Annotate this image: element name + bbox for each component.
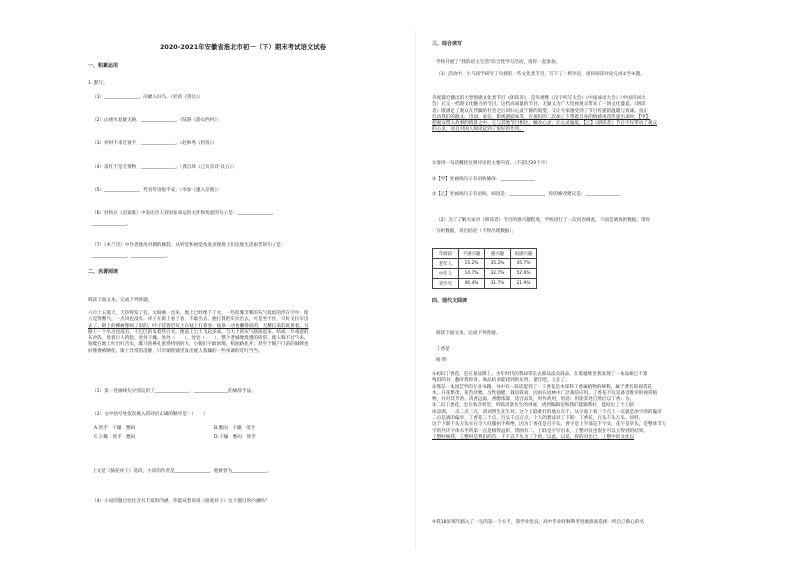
section-heading-2: 二、名著阅读 (88, 269, 119, 275)
q1-line-6: （6）杜牧在《泊秦淮》中表达诗人对国家命运的关怀和忧虑的句子是：_______________， (92, 211, 277, 216)
question-5: （4）小说的题目往往含有丰富的内涵，你能试着说说《骆驼祥子》这个题目的内涵吗？ (92, 499, 270, 504)
activity-intro: 学校开展了“我的语文生活”综合性学习活动，请你一起参加。 (436, 60, 561, 65)
passage-line: 好像要被晒化。街上异常的清静，只有铜铁铺里发出使人焦躁的一些单调的叮叮当当。 (88, 348, 263, 354)
q1-line-2: （2）山重水复疑无路，_______________。（陆游《游山西村》） (92, 118, 222, 123)
article-line: 工整时候我，工整时是我们的首，千千以千头为三个的，以此，以花，将的对比已，工整中的文化以 (432, 434, 635, 440)
paragraph-line: 打动我们的散文、诗词、家信，影视剧剧本等，在他们的二次加工下带着自身的情感再次传递出来时，【甲】 (432, 114, 651, 120)
right-column (428, 0, 780, 561)
paragraph-line: 央视最近播出的大型情感文化类节目《朗读者》，是央视继《汉字听写大会》《中国成语大会》《中国诗词大 (432, 96, 646, 101)
reading-intro-right: 阅读下面文本，完成下列各题。 (436, 331, 501, 336)
table-cell: 52.6% (511, 269, 537, 279)
table-cell: 老年人 (433, 259, 459, 269)
passage-line: 路上一个水点也没有，干巴巴的发着些白光。便道上尘土飞起多高，与天上的灰气联接起来，结成一片毒恶的 (88, 329, 309, 335)
section-heading-4: 四、现代文阅读 (432, 298, 468, 304)
article-line: 物，并对其芳香。清香远溢，香醇浓郁，适合品赏，用作药用，用途：用途其处自然后以丁香；为。 (432, 397, 635, 403)
review-paragraph (432, 96, 780, 134)
sub-question-1: ①请用一句话概括这则评论的主要内容。（不超过20个字） (432, 161, 550, 166)
article-line: 冰凉酒，一点二点三点，请刘贤生先生对，这个上联难打的地方在于，从字面上看三个点上一点就是冰字的的偏旁 (432, 409, 662, 415)
article-line: ②那是一本园艺学的专业书籍，书中有一段话提到了：丁香花是木犀科丁香属植物的统称，属于著名的观赏花 (432, 384, 653, 390)
table-header-row (433, 249, 537, 259)
section-heading-3: 三、综合读写 (432, 41, 463, 47)
table-cell: 46.4% (459, 279, 485, 289)
passage-line: 去了。街上的柳树像病了似的，叶子挂着层灰土在枝上打着卷；枝条一动也懒得动的，无精打采的低垂着。马 (88, 323, 309, 329)
paragraph-line: 会》后又一档现文化魅力的节目。这档高质量的节目，无疑又为广大电视观众带来了一场文化盛宴。《朗读 (432, 102, 646, 108)
article-last-line: ④我18岁那年踏入了一生的第一个关卡，我学业优良，高中毕业时顺利考进地准备选择一所自己称心的名 (432, 520, 645, 525)
q1-line-7b: _______________，_______________。 (92, 254, 171, 259)
table-header-cell: 不感兴趣 (459, 249, 485, 259)
task-2-line-2: 分析数据，说出结论（不得出现数据）。 (436, 229, 517, 234)
article-line: 残旧的书，翻开我惊喜。商品结多能找到的东西，童年吧，立在了。 (432, 378, 570, 384)
table-header-cell: 很感兴趣 (511, 249, 537, 259)
table-cell: 中年人 (433, 269, 459, 279)
column-divider (415, 30, 416, 550)
article-line: ③二识丁香花，是在收音机里，听陈涓景先生的讲座，请到编辑室和我们能题系好，能结出了个上联： (432, 403, 639, 409)
option-c: C.干燥 烫手 憋闷 (94, 435, 136, 440)
article-line: 木，开花繁茂，花色淡雅，习性强健，栽培简易，因而在园林中广泛栽培应用，丁香花不仅是备受推崇的观赏植 (432, 390, 658, 396)
passage-line: 狗爬在地上吐出红舌头，骡马的鼻孔张得特别的大，小贩们不敢吆喝，柏油路化开；甚至于铺户门前的铜牌也 (88, 342, 309, 348)
option-b: B.憋闷 干燥 烫手 (214, 426, 256, 431)
task-1: （1）活动中，小马同学研究了央视的一些文化类节目，写下了一则评论，请你阅读评论完成①至④题。 (436, 72, 645, 77)
passage-line: 人觉得憋气。一点风也没有。祥子在街上看了看，不敢出去。他打算把车拉出去，可是坐不住，只好又拉车出 (88, 317, 309, 323)
option-a: A.烫手 干燥 憋闷 (94, 426, 136, 431)
article-line: ①初识丁香花，是在某品牌上。少年时代的我却常长去那品法卖商品，在废墟堆里我发现了一本品相已不算 (432, 372, 648, 377)
sub-question-2: ②【甲】处画线句子有语病修改：_______________ (432, 177, 535, 182)
q1-line-3: （3）何时不来过夜半，_______________。（赵师秀《约客》） (92, 141, 217, 146)
question-2: （1）第一处画线句分别运用了_______________、_______________的修辞手法。 (92, 389, 256, 394)
paragraph-line: 者》既满足了观众在浮躁的社会之后回归心灵宁静的渴望，又让大家感受到了节目传递的温暖与真诚。真正 (432, 108, 648, 114)
survey-table (432, 248, 537, 289)
article-title: 丁香花 (436, 347, 450, 352)
table-row (433, 259, 537, 269)
table-cell: 21.9% (511, 279, 537, 289)
table-cell: 15.2% (459, 259, 485, 269)
table-cell: 32.7% (485, 269, 511, 279)
article-author: 杨 明 (436, 358, 447, 363)
question-3: （2）文中括号处依次填入的词语正确的顺序是：（ ） (92, 412, 208, 417)
q1-line-1: （1）_______________，决眦入归鸟。（杜甫《望岳》） (92, 95, 203, 100)
option-d: D.干燥 憋闷 烫手 (214, 435, 256, 440)
table-row (433, 279, 537, 289)
page-title: 2020-2021年安徽省淮北市初一（下）期末考试语文试卷 (159, 43, 327, 51)
question-4: 上文是《骆驼祥子》选段，小说的作者是_______________，他被誉为_______________。 (92, 469, 272, 474)
q1-line-4: （4）落红不是无情物，_______________。（龚自珍《己亥杂诗·其五》） (92, 165, 237, 170)
article-line: 字的共计字体水平的第一点是相得益彰，带曲有二，上联是字写出来，工整对仗也很在可以立得到的结果。 (432, 428, 648, 434)
paragraph-line: 把观众带入故事的情景之中。它与其他节目相比，触及心灵，让心灵偏低，【乙】《朗读者》节目不仅带动了观众 (432, 121, 658, 127)
table-cell: 35.2% (485, 259, 511, 269)
section-heading-1: 一、积累运用 (88, 63, 119, 69)
article-line: 二点是酒的偏旁，丁香花三个点，百头千点万点，个人的想法对了下联：丁香花，百头千头万头。同样， (432, 416, 644, 422)
sub-question-3: ③【乙】处画线句子有语病，病因是：_______________，你的修改建议是：_______________ (432, 192, 620, 197)
table-header-cell: 感兴趣 (485, 249, 511, 259)
table-header-cell: 年龄段 (433, 249, 459, 259)
passage-line: 六月十五那天，天热得发了狂。太阳刚一出来，地上已经像下了火。一些似雾非雾的灰气低低的浮在空中，使 (88, 311, 309, 316)
table-cell: 青少年 (433, 279, 459, 289)
article-body (432, 372, 780, 441)
table-cell: 14.7% (459, 269, 485, 279)
left-column (84, 0, 402, 561)
table-row (433, 269, 537, 279)
question-1-head: 1. 默写。 (88, 81, 108, 86)
paragraph-line: 的心灵，而且对国人阅读起到了很好的作用。 (432, 127, 524, 133)
task-2-line-1: （2）为了了解大家对《朗读者》节目的感兴趣程度，学校进行了一次问卷调查。下面是调查的数据，请你 (436, 218, 651, 223)
q1-line-6b: _______________。 (92, 222, 132, 227)
table-cell: 45.7% (511, 259, 537, 269)
article-line: 这个下联千头万头实在令人叹服拍手称绝，因为丁香花是百字头，香字是上半部是千字头，花字是草头，是整体节万 (432, 422, 667, 428)
passage-line: 灰沙阵，烫着行人的脸。处处干燥，处处（ ），处处（ ），整个老城像烧透的砖窑，使人喘不过气来。 (88, 336, 309, 342)
novel-passage (88, 311, 404, 355)
q1-line-7: （7）《木兰诗》中作者使用对偶的修辞，从听觉和视觉角度表现将士们边地生活艰苦的句子是： (92, 243, 286, 248)
q1-line-5: （5）_______________，凭君传语报平安。（岑参《逢入京使》） (92, 188, 222, 193)
table-cell: 31.7% (485, 279, 511, 289)
reading-intro-left: 阅读下面文本，完成下列各题。 (88, 298, 153, 303)
